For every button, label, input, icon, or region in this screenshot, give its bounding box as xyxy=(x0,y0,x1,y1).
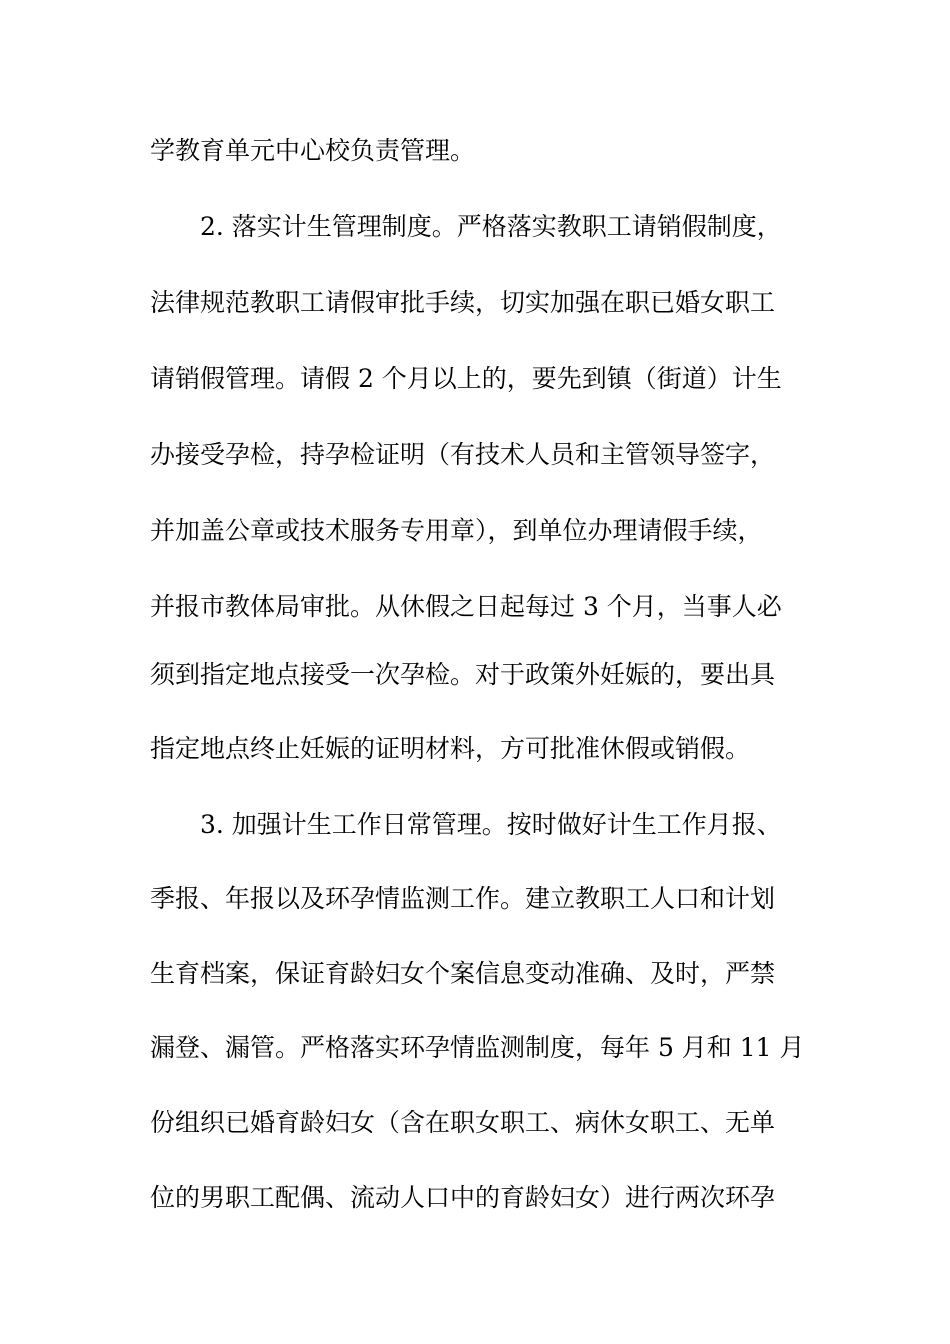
text-line: 3. 加强计生工作日常管理。按时做好计生工作月报、 xyxy=(150,810,782,839)
text-line: 指定地点终止妊娠的证明材料，方可批准休假或销假。 xyxy=(150,734,751,763)
text-line: 请销假管理。请假 2 个月以上的，要先到镇（街道）计生 xyxy=(150,364,782,393)
text-line: 并加盖公章或技术服务专用章），到单位办理请假手续， xyxy=(150,516,763,545)
text-line: 份组织已婚育龄妇女（含在职女职工、病休女职工、无单 xyxy=(150,1108,776,1137)
text-line: 并报市教体局审批。从休假之日起每过 3 个月，当事人必 xyxy=(150,592,782,621)
text-line: 季报、年报以及环孕情监测工作。建立教职工人口和计划 xyxy=(150,884,776,913)
text-line: 办接受孕检，持孕检证明（有技术人员和主管领导签字， xyxy=(150,440,776,469)
text-line: 法律规范教职工请假审批手续，切实加强在职已婚女职工 xyxy=(150,288,776,317)
text-line: 须到指定地点接受一次孕检。对于政策外妊娠的，要出具 xyxy=(150,660,776,689)
text-line: 位的男职工配偶、流动人口中的育龄妇女）进行两次环孕 xyxy=(150,1183,776,1212)
text-line: 漏登、漏管。严格落实环孕情监测制度，每年 5 月和 11 月 xyxy=(150,1033,805,1062)
text-line: 2. 落实计生管理制度。严格落实教职工请销假制度， xyxy=(150,212,782,241)
text-line: 生育档案，保证育龄妇女个案信息变动准确、及时，严禁 xyxy=(150,959,776,988)
text-line: 学教育单元中心校负责管理。 xyxy=(150,136,476,165)
